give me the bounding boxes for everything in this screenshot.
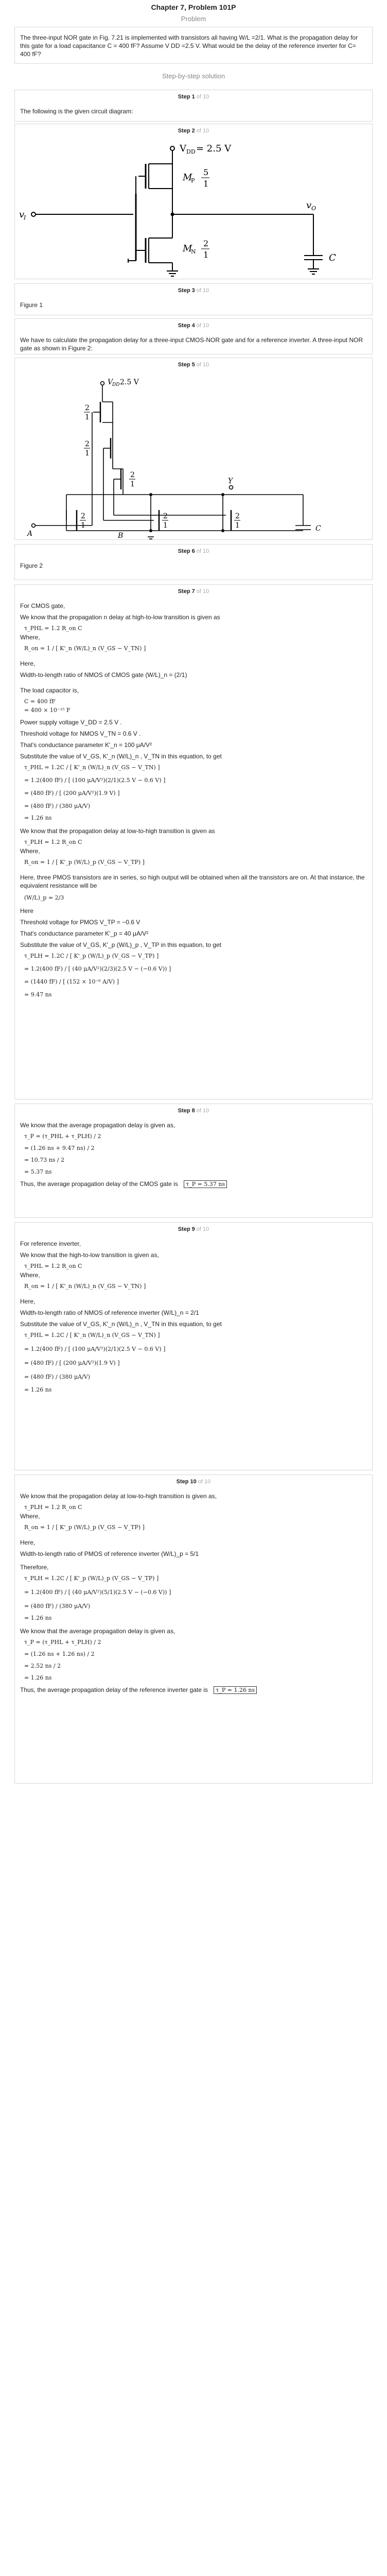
step-2-card <box>14 124 373 279</box>
input-a-label: A <box>27 530 33 538</box>
step-7-card <box>14 584 373 1099</box>
step-line: We know that the high-to-low transition is given as, <box>20 1251 159 1259</box>
ratio-denominator: 1 <box>235 521 240 530</box>
problem-text: The three-input NOR gate in Fig. 7.21 is implemented with transistors all having W/L =2/1. What is the propagation delay for this gate for a load capacitance C = 400 fF? Assume V DD =2.5 V. What would be the delay of the reference inverter for C= 400 fF? <box>20 34 358 58</box>
vi-label: v <box>19 209 25 220</box>
ratio-denominator: 1 <box>163 521 168 530</box>
vo-label: v <box>306 200 312 211</box>
step-line: Where, <box>20 1513 40 1520</box>
equation: = 1.26 ns <box>24 815 52 821</box>
equation: τ_PHL = 1.2 R_on C <box>24 1263 82 1269</box>
mn-label: M <box>183 243 192 254</box>
step-of: of 10 <box>198 1479 211 1485</box>
vdd-value: = 2.5 V <box>196 143 232 154</box>
step-text: Figure 2 <box>20 562 43 569</box>
inverter-circuit-diagram <box>15 137 372 279</box>
step-label: Step 6 <box>178 548 195 554</box>
step-10-card <box>14 1475 373 1784</box>
step-line: We know that the propagation delay at low-to-high transition is given as, <box>20 1493 217 1500</box>
step-line: Power supply voltage V_DD = 2.5 V . <box>20 719 122 726</box>
equation: τ_PLH = 1.2C / [ K'_p (W/L)_p (V_GS − V_TP) ] <box>24 953 159 959</box>
step-label: Step 4 <box>178 323 195 329</box>
ratio-denominator: 1 <box>130 480 135 488</box>
step-of: of 10 <box>196 94 209 100</box>
step-of: of 10 <box>196 128 209 134</box>
step-text: Figure 1 <box>20 301 43 309</box>
step-line: We know that the propagation delay at low-to-high transition is given as <box>20 827 215 835</box>
mp-ratio-numerator: 5 <box>203 167 209 177</box>
ratio-numerator: 2 <box>85 404 90 412</box>
step-line: That's conductance parameter K'_p = 40 μA/V² <box>20 930 149 937</box>
step-of: of 10 <box>196 1108 209 1114</box>
step-label: Step 3 <box>178 287 195 294</box>
equation: = (480 fF) / (380 μA/V) <box>24 1374 91 1380</box>
equation: = (480 fF) / (380 μA/V) <box>24 803 91 809</box>
ratio-numerator: 2 <box>235 512 240 520</box>
equation: τ_P = (τ_PHL + τ_PLH) / 2 <box>24 1133 101 1140</box>
step-3-card <box>14 283 373 315</box>
equation: = (480 fF) / (380 μA/V) <box>24 1603 91 1609</box>
step-of: of 10 <box>196 287 209 294</box>
answer-box: τ_P = 1.26 ns <box>214 1686 257 1694</box>
vdd-subscript: DD <box>186 148 196 155</box>
equation: C = 400 fF <box>24 698 56 705</box>
step-label: Step 2 <box>178 128 195 134</box>
step-line: Where, <box>20 634 40 641</box>
equation: = 1.2(400 fF) / [ (40 μA/V²)(2/3)(2.5 V − (−0.6 V)) ] <box>24 965 171 972</box>
step-line: Where, <box>20 1272 40 1279</box>
mp-label: M <box>183 172 192 183</box>
equation: (W/L)_p = 2/3 <box>24 894 64 901</box>
equation: = (1.26 ns + 1.26 ns) / 2 <box>24 1651 95 1657</box>
vo-subscript: O <box>311 205 316 212</box>
step-line: Threshold voltage for NMOS V_TN = 0.6 V . <box>20 730 141 737</box>
step-line: We know that the propagation n delay at high-to-low transition is given as <box>20 614 220 621</box>
ratio-denominator: 1 <box>81 521 85 530</box>
equation: = 9.47 ns <box>24 991 52 998</box>
equation: = (1.26 ns + 9.47 ns) / 2 <box>24 1145 95 1151</box>
vdd-label: V <box>108 378 113 386</box>
ratio-denominator: 1 <box>85 449 90 457</box>
mn-ratio-numerator: 2 <box>203 239 209 248</box>
step-line: We know that the average propagation delay is given as, <box>20 1628 175 1635</box>
equation: τ_PHL = 1.2 R_on C <box>24 625 82 632</box>
step-label: Step 1 <box>178 94 195 100</box>
vdd-subscript: DD <box>112 382 120 387</box>
ratio-numerator: 2 <box>130 471 135 479</box>
step-line: Thus, the average propagation delay of the reference inverter gate is <box>20 1686 208 1693</box>
equation: = (480 fF) / [ (200 μA/V²)(1.9 V) ] <box>24 790 120 796</box>
step-line: Width-to-length ratio of PMOS of reference inverter (W/L)_p = 5/1 <box>20 1550 199 1557</box>
equation: R_on = 1 / [ K'_n (W/L)_n (V_GS − V_TN) ] <box>24 645 146 652</box>
problem-heading: Problem <box>181 15 206 23</box>
step-label: Step 10 <box>176 1479 197 1485</box>
step-of: of 10 <box>196 323 209 329</box>
step-line: Where, <box>20 848 40 855</box>
equation: = (1440 fF) / [ (152 × 10⁻⁶ A/V) ] <box>24 978 119 985</box>
equation: = 2.52 ns / 2 <box>24 1663 61 1669</box>
equation: = 5.37 ns <box>24 1168 52 1175</box>
equation: = 1.26 ns <box>24 1386 52 1393</box>
step-label: Step 9 <box>178 1226 195 1232</box>
step-label: Step 7 <box>178 588 195 595</box>
equation: τ_PLH = 1.2C / [ K'_p (W/L)_p (V_GS − V_TP) ] <box>24 1575 159 1582</box>
mp-ratio-denominator: 1 <box>203 179 209 189</box>
step-line: Substitute the value of V_GS, K'_n (W/L)_n , V_TN in this equation, to get <box>20 753 222 760</box>
ratio-denominator: 1 <box>85 413 90 421</box>
equation: τ_PHL = 1.2C / [ K'_n (W/L)_n (V_GS − V_TN) ] <box>24 764 160 771</box>
vi-subscript: I <box>24 214 26 221</box>
equation: = 1.2(400 fF) / [ (40 μA/V²)(5/1)(2.5 V − (−0.6 V)) ] <box>24 1589 171 1596</box>
equation: τ_P = (τ_PHL + τ_PLH) / 2 <box>24 1639 101 1646</box>
ratio-numerator: 2 <box>81 512 85 520</box>
step-line: The load capacitor is, <box>20 687 79 694</box>
step-line: For CMOS gate, <box>20 602 65 609</box>
step-line: Thus, the average propagation delay of the CMOS gate is <box>20 1180 178 1188</box>
solution-heading: Step-by-step solution <box>162 72 225 80</box>
step-text: We have to calculate the propagation delay for a three-input CMOS-NOR gate and for a reference inverter. A three-input NOR gate as shown in Figure 2: <box>20 336 363 352</box>
step-of: of 10 <box>196 588 209 595</box>
equation: = 400 × 10⁻¹⁵ F <box>24 707 71 714</box>
step-of: of 10 <box>196 362 209 368</box>
step-8-card <box>14 1104 373 1218</box>
mp-subscript: P <box>191 177 195 184</box>
step-text: The following is the given circuit diagram: <box>20 108 133 115</box>
problem-card <box>14 27 373 64</box>
step-line: That's conductance parameter K'_n = 100 μA/V² <box>20 741 152 749</box>
c-label: C <box>315 524 321 533</box>
step-5-card <box>14 358 373 540</box>
output-y-label: Y <box>228 477 233 485</box>
mn-ratio-denominator: 1 <box>203 250 209 260</box>
step-line: Here, three PMOS transistors are in series, so high output will be obtained when all the transistors are on. At that instance, the equivalent resistance will be <box>20 874 365 889</box>
step-line: Therefore, <box>20 1564 49 1571</box>
equation: = 1.26 ns <box>24 1674 52 1681</box>
step-label: Step 8 <box>178 1108 195 1114</box>
equation: R_on = 1 / [ K'_n (W/L)_n (V_GS − V_TN) ] <box>24 1283 146 1290</box>
equation: R_on = 1 / [ K'_p (W/L)_p (V_GS − V_TP) ] <box>24 1524 145 1531</box>
step-label: Step 5 <box>178 362 195 368</box>
step-line: Width-to-length ratio of NMOS of reference inverter (W/L)_n = 2/1 <box>20 1309 199 1316</box>
step-line: Here, <box>20 1298 36 1305</box>
step-of: of 10 <box>196 1226 209 1232</box>
equation: τ_PHL = 1.2C / [ K'_n (W/L)_n (V_GS − V_TN) ] <box>24 1332 160 1338</box>
ratio-numerator: 2 <box>85 440 90 448</box>
vdd-value: 2.5 V <box>120 378 139 386</box>
step-line: Substitute the value of V_GS, K'_n (W/L)_n , V_TN in this equation, to get <box>20 1320 222 1328</box>
step-6-card <box>14 544 373 580</box>
step-1-card <box>14 90 373 122</box>
step-line: Substitute the value of V_GS, K'_p (W/L)_p , V_TP in this equation, to get <box>20 941 221 948</box>
c-label: C <box>329 252 336 263</box>
equation: = 1.2(400 fF) / [ (100 μA/V²)(2/1)(2.5 V − 0.6 V) ] <box>24 1346 166 1352</box>
equation: = 1.2(400 fF) / [ (100 μA/V²)(2/1)(2.5 V − 0.6 V) ] <box>24 777 166 784</box>
equation: = 1.26 ns <box>24 1615 52 1621</box>
ratio-numerator: 2 <box>163 512 168 520</box>
step-line: Threshold voltage for PMOS V_TP = −0.6 V <box>20 919 140 926</box>
step-4-card <box>14 318 373 354</box>
answer-box: τ_P = 5.37 ns <box>184 1180 227 1188</box>
step-9-card <box>14 1222 373 1470</box>
step-line: Here, <box>20 660 36 667</box>
step-of: of 10 <box>196 548 209 554</box>
step-line: For reference inverter, <box>20 1240 81 1247</box>
vdd-label: V <box>180 143 186 154</box>
nor-gate-circuit-diagram <box>15 371 372 541</box>
equation: = 10.73 ns / 2 <box>24 1157 65 1163</box>
equation: = (480 fF) / [ (200 μA/V²)(1.9 V) ] <box>24 1360 120 1366</box>
mn-subscript: N <box>191 248 196 255</box>
equation: R_on = 1 / [ K'_p (W/L)_p (V_GS − V_TP) ] <box>24 859 145 866</box>
step-line: Width-to-length ratio of NMOS of CMOS gate (W/L)_n = (2/1) <box>20 671 187 679</box>
equation: τ_PLH = 1.2 R_on C <box>24 1504 82 1511</box>
input-b-label: B <box>118 532 124 540</box>
step-line: Here, <box>20 1539 36 1546</box>
step-line: We know that the average propagation delay is given as, <box>20 1122 175 1129</box>
equation: τ_PLH = 1.2 R_on C <box>24 839 82 845</box>
step-line: Here <box>20 907 34 914</box>
page-title: Chapter 7, Problem 101P <box>151 3 236 11</box>
